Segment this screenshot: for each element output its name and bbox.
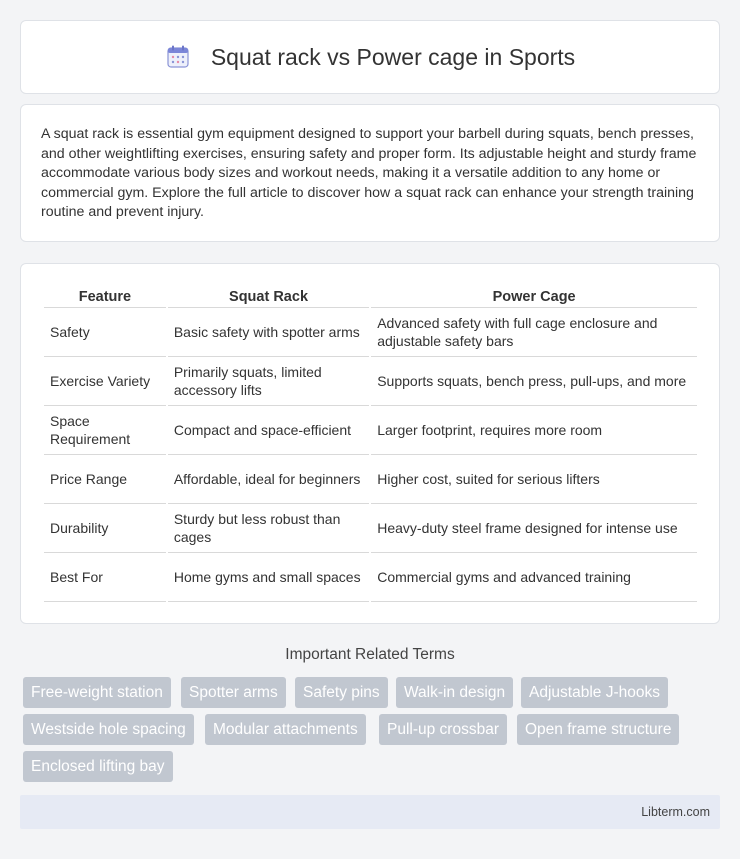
squat-rack-cell: Sturdy but less robust than cages — [168, 504, 369, 553]
footer — [20, 795, 720, 829]
term-tag-enclosed-lifting-bay[interactable]: Enclosed lifting bay — [23, 751, 173, 782]
table-row — [44, 308, 697, 357]
term-tag-adjustable-j-hooks[interactable]: Adjustable J-hooks — [521, 677, 668, 708]
intro-card — [20, 104, 720, 242]
power-cage-cell: Commercial gyms and advanced training — [371, 553, 697, 602]
squat-rack-cell: Home gyms and small spaces — [168, 553, 369, 602]
feature-cell: Space Requirement — [44, 406, 166, 455]
power-cage-cell: Larger footprint, requires more room — [371, 406, 697, 455]
table-row — [44, 406, 697, 455]
related-terms-heading: Important Related Terms — [285, 646, 455, 663]
column-header-squat-rack: Squat Rack — [168, 284, 369, 308]
feature-cell: Best For — [44, 553, 166, 602]
term-tag-pull-up-crossbar[interactable]: Pull-up crossbar — [379, 714, 507, 745]
feature-cell: Price Range — [44, 455, 166, 504]
term-tag-spotter-arms[interactable]: Spotter arms — [181, 677, 286, 708]
comparison-table — [42, 284, 699, 602]
column-header-feature: Feature — [44, 284, 166, 308]
table-row — [44, 553, 697, 602]
term-tag-westside-hole-spacing[interactable]: Westside hole spacing — [23, 714, 194, 745]
title-card — [20, 20, 720, 94]
term-tag-open-frame-structure[interactable]: Open frame structure — [517, 714, 679, 745]
power-cage-cell: Heavy-duty steel frame designed for intense use — [371, 504, 697, 553]
squat-rack-cell: Compact and space-efficient — [168, 406, 369, 455]
table-row — [44, 357, 697, 406]
column-header-power-cage: Power Cage — [371, 284, 697, 308]
squat-rack-cell: Basic safety with spotter arms — [168, 308, 369, 357]
feature-cell: Durability — [44, 504, 166, 553]
squat-rack-cell: Primarily squats, limited accessory lifts — [168, 357, 369, 406]
term-tag-walk-in-design[interactable]: Walk-in design — [396, 677, 513, 708]
term-tag-safety-pins[interactable]: Safety pins — [295, 677, 388, 708]
footer-site-link[interactable]: Libterm.com — [641, 805, 710, 819]
feature-cell: Exercise Variety — [44, 357, 166, 406]
term-tag-free-weight-station[interactable]: Free-weight station — [23, 677, 171, 708]
power-cage-cell: Higher cost, suited for serious lifters — [371, 455, 697, 504]
feature-cell: Safety — [44, 308, 166, 357]
table-row — [44, 504, 697, 553]
page-title: Squat rack vs Power cage in Sports — [210, 43, 576, 70]
term-tag-modular-attachments[interactable]: Modular attachments — [205, 714, 366, 745]
table-row — [44, 455, 697, 504]
table-header-row — [44, 284, 697, 308]
intro-paragraph: A squat rack is essential gym equipment designed to support your barbell during squats, bench presses, and other weightlifting exercises, ensuring safety and proper form. Its adjustable height and sturdy frame accommodate various body sizes and workout needs, making it a versatile addition to any home or commercial gym. Explore the full article to discover how a squat rack can enhance your strength training routine and prevent injury. — [41, 126, 697, 220]
squat-rack-cell: Affordable, ideal for beginners — [168, 455, 369, 504]
power-cage-cell: Advanced safety with full cage enclosure and adjustable safety bars — [371, 308, 697, 357]
calendar-icon — [165, 44, 191, 70]
comparison-card — [20, 263, 720, 624]
power-cage-cell: Supports squats, bench press, pull-ups, and more — [371, 357, 697, 406]
